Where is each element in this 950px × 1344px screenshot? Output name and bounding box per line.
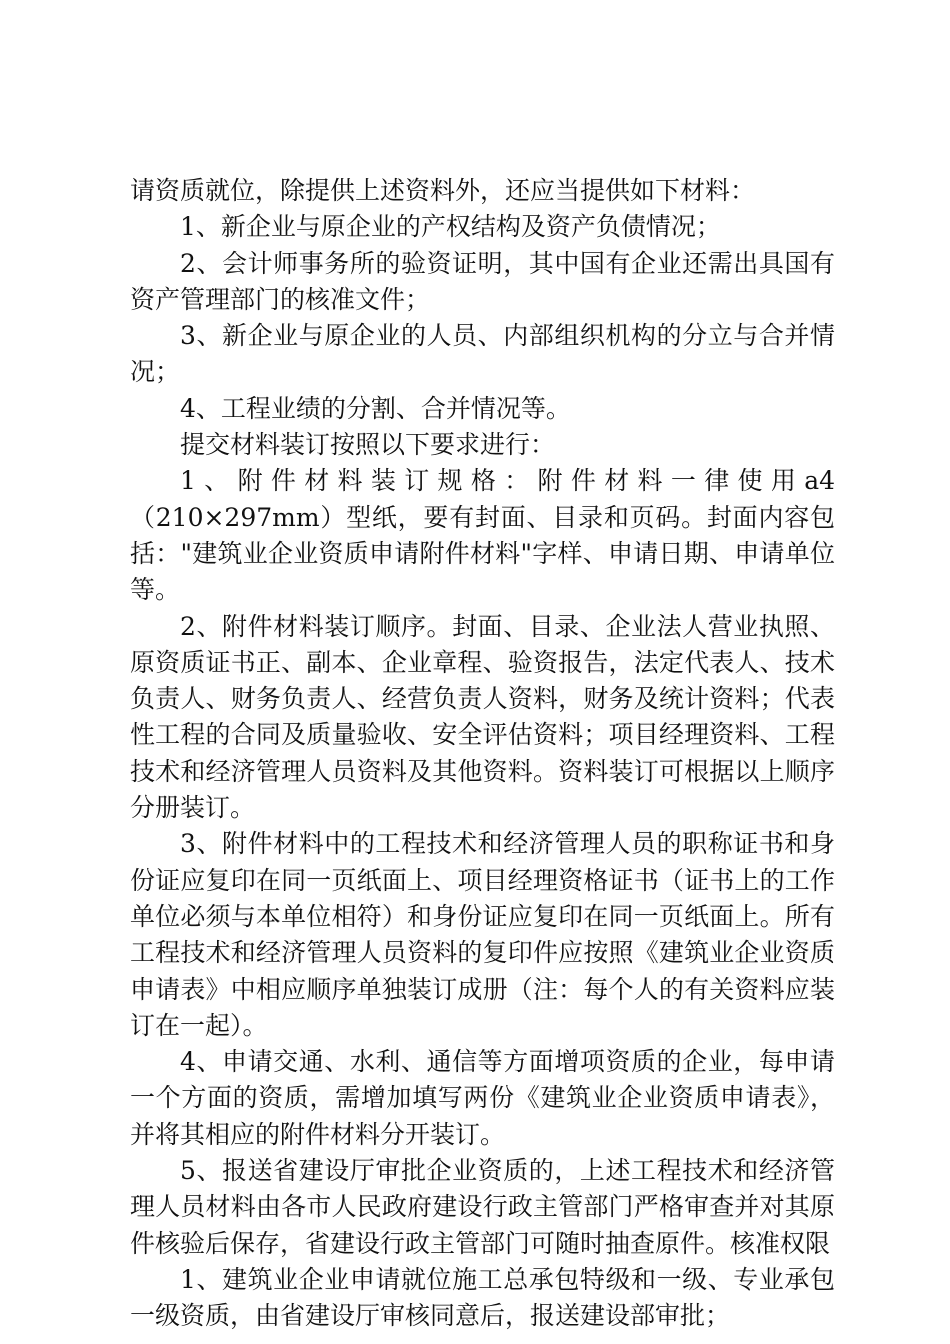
- paragraph-item-1: 1、新企业与原企业的产权结构及资产负债情况；: [180, 212, 721, 242]
- paragraph-item-3: 3、新企业与原企业的人员、内部组织机构的分立与合并情况；: [130, 321, 835, 387]
- paragraph-item-2: 2、会计师事务所的验资证明，其中国有企业还需出具国有资产管理部门的核准文件；: [130, 248, 835, 314]
- paragraph-copies: 3、附件材料中的工程技术和经济管理人员的职称证书和身份证应复印在同一页纸面上、项目经理资格证书（证书上的工作单位必须与本单位相符）和身份证应复印在同一页纸面上。所有工程技术和经济管理人员资料的复印件应按照《建筑业企业资质申请表》中相应顺序单独装订成册（注：每个人的有关资料应装订在一起）。: [130, 829, 835, 1040]
- paragraph-binding-intro: 提交材料装订按照以下要求进行：: [180, 430, 556, 460]
- paragraph-binding-order: 2、附件材料装订顺序。封面、目录、企业法人营业执照、原资质证书正、副本、企业章程、验资报告，法定代表人、技术负责人、财务负责人、经营负责人资料，财务及统计资料；代表性工程的合同及质量验收、安全评估资料；项目经理资料、工程技术和经济管理人员资料及其他资料。资料装订可根据以上顺序分册装订。: [130, 611, 835, 823]
- paragraph-provincial-review: 5、报送省建设厅审批企业资质的，上述工程技术和经济管理人员材料由各市人民政府建设行政主管部门严格审查并对其原件核验后保存，省建设行政主管部门可随时抽查原件。核准权限: [130, 1156, 835, 1258]
- paragraph-binding-spec: 1、附件材料装订规格：附件材料一律使用a4（210×297mm）型纸，要有封面、目录和页码。封面内容包括："建筑业企业资质申请附件材料"字样、申请日期、申请单位等。: [130, 466, 835, 605]
- document-body: [130, 173, 835, 1335]
- paragraph-additional-qualifications: 4、申请交通、水利、通信等方面增项资质的企业，每申请一个方面的资质，需增加填写两份《建筑业企业资质申请表》，并将其相应的附件材料分开装订。: [130, 1047, 835, 1149]
- paragraph-continuation: 请资质就位，除提供上述资料外，还应当提供如下材料：: [130, 176, 756, 205]
- paragraph-approval-authority-1: 1、建筑业企业申请就位施工总承包特级和一级、专业承包一级资质，由省建设厅审核同意后，报送建设部审批；: [130, 1264, 835, 1331]
- paragraph-item-4: 4、工程业绩的分割、合并情况等。: [180, 393, 571, 423]
